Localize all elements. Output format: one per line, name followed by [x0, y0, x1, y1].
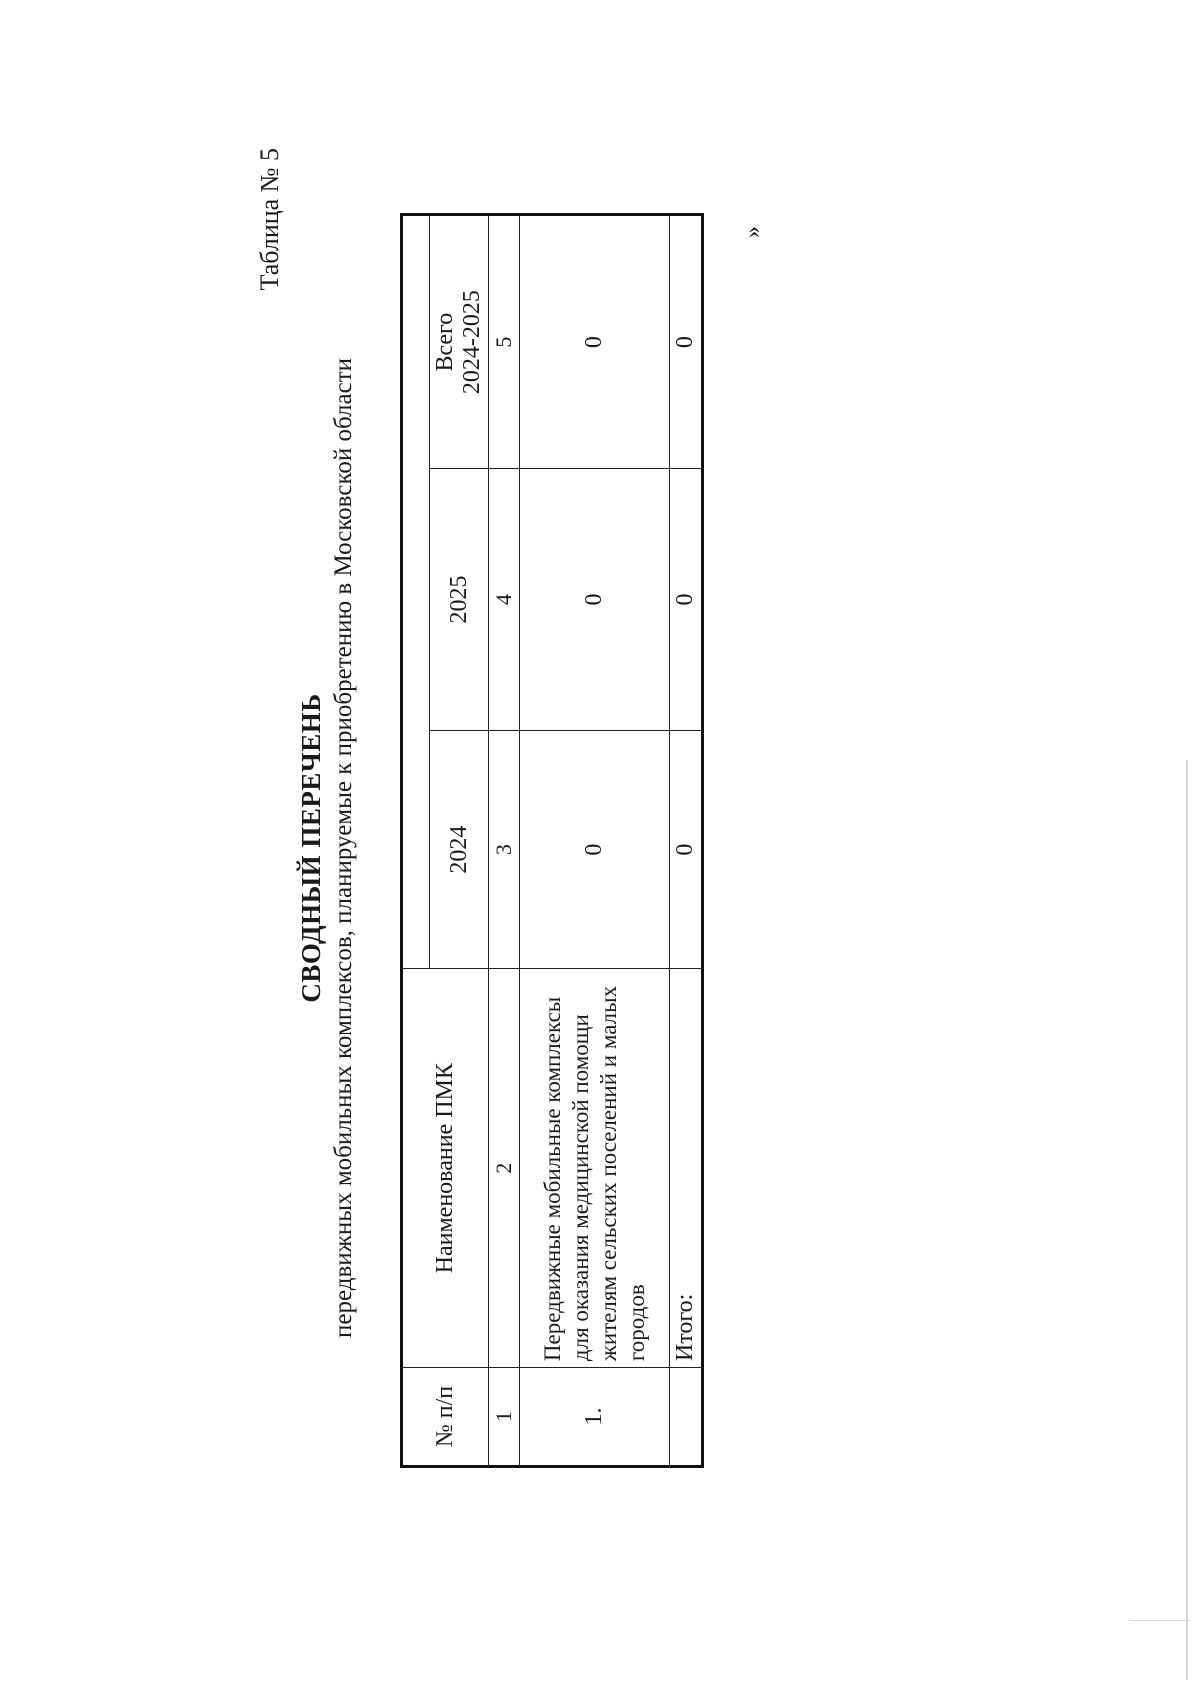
header-name: Наименование ПМК: [402, 969, 489, 1368]
rotated-page: [100, 88, 1100, 1608]
table-number-label: Таблица № 5: [255, 148, 284, 291]
header-top-row: [402, 215, 430, 1467]
total-value-2024: 0: [670, 730, 703, 969]
header-total-range: 2024-2025: [459, 290, 485, 395]
row-value-2024: 0: [520, 730, 670, 969]
header-total: [430, 215, 489, 469]
column-number-row: [489, 215, 520, 1467]
row-value-total: 0: [520, 215, 670, 469]
document-subtitle: передвижных мобильных комплексов, планируемые к приобретению в Московской области: [330, 357, 357, 1339]
table-row: [520, 215, 670, 1467]
total-row: [670, 215, 703, 1467]
column-number: 4: [489, 469, 520, 731]
row-number: 1.: [520, 1368, 670, 1467]
total-value-2025: 0: [670, 469, 703, 731]
total-label: Итого:: [670, 969, 703, 1368]
header-blank-cell: [402, 215, 430, 969]
summary-table: [400, 213, 704, 1468]
header-year-2024: 2024: [430, 730, 489, 969]
scan-artifact-line: [1130, 1620, 1190, 1621]
header-number: № п/п: [402, 1368, 489, 1467]
closing-quote-mark: »: [740, 226, 766, 238]
document-title: СВОДНЫЙ ПЕРЕЧЕНЬ: [296, 693, 326, 1003]
header-year-2025: 2025: [430, 469, 489, 731]
column-number: 3: [489, 730, 520, 969]
row-name: Передвижные мобильные комплексы для оказания медицинской помощи жителям сельских поселений и малых городов: [520, 969, 670, 1368]
header-total-label: Всего: [432, 312, 458, 372]
column-number: 2: [489, 969, 520, 1368]
row-value-2025: 0: [520, 469, 670, 731]
column-number: 5: [489, 215, 520, 469]
scan-edge-line: [1186, 760, 1188, 1680]
total-value-total: 0: [670, 215, 703, 469]
total-number-cell: [670, 1368, 703, 1467]
column-number: 1: [489, 1368, 520, 1467]
